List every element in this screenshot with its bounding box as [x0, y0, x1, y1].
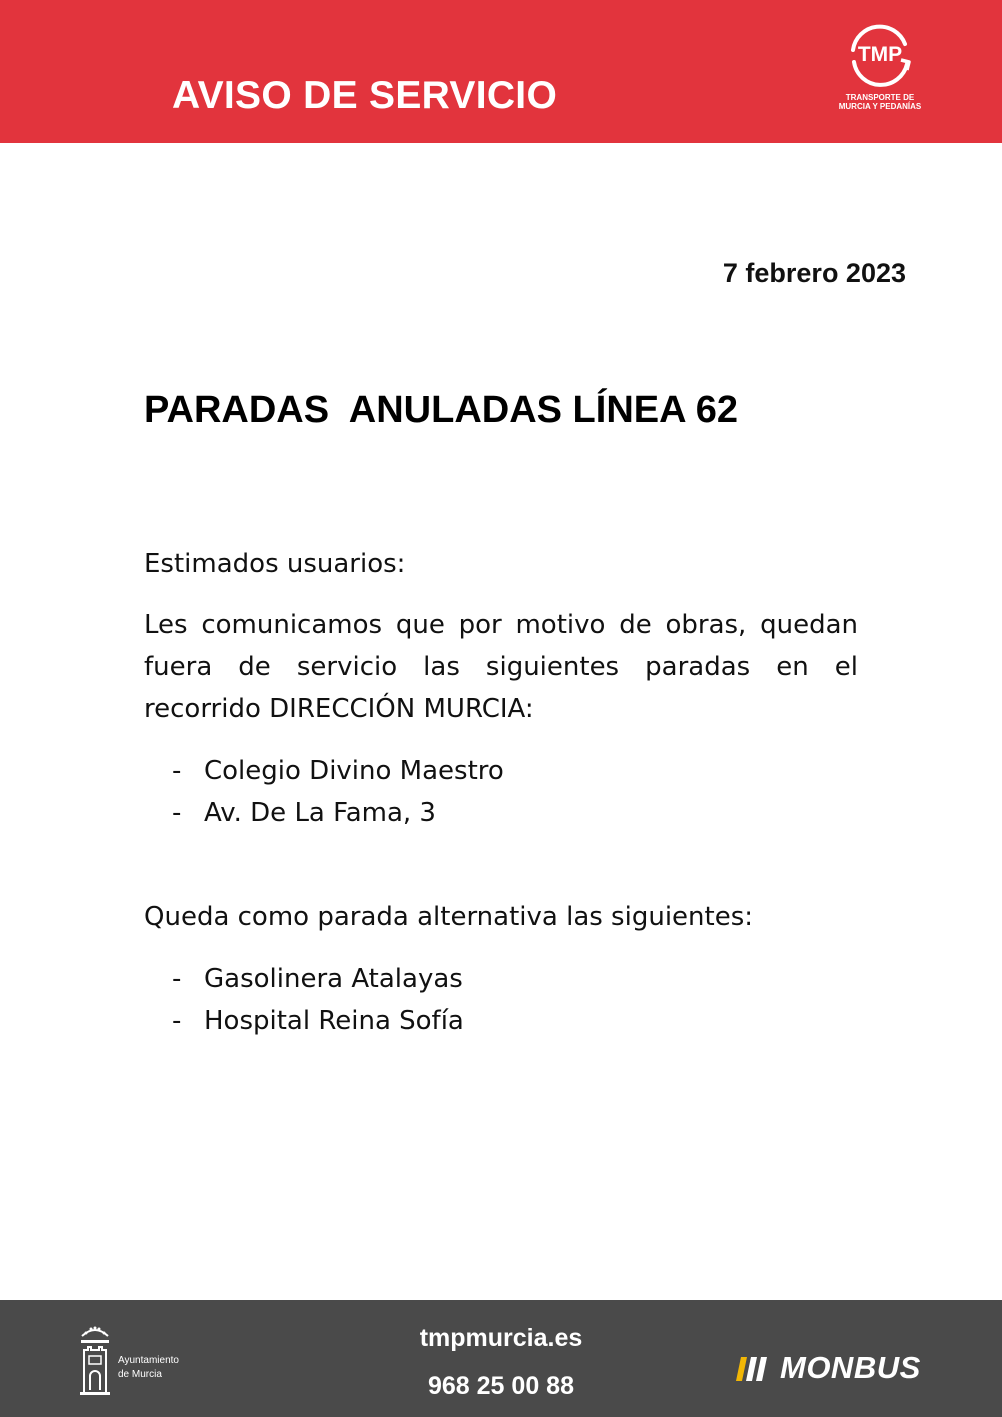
- alternative-stop: Gasolinera Atalayas: [204, 964, 463, 994]
- bullet-dash: -: [172, 756, 182, 786]
- monbus-wordmark: MONBUS: [780, 1350, 921, 1385]
- list-item: [172, 750, 504, 792]
- alternative-stops-list: [172, 958, 464, 1042]
- monbus-logo: [736, 1352, 926, 1386]
- greeting: Estimados usuarios:: [144, 549, 406, 579]
- list-item: [172, 958, 464, 1000]
- tmp-logo-text: TMP: [857, 43, 903, 66]
- tmp-logo: [830, 24, 930, 114]
- notice-date: 7 febrero 2023: [722, 258, 906, 288]
- tmp-tagline-line-1: TRANSPORTE DE: [845, 93, 915, 102]
- bullet-dash: -: [172, 964, 182, 994]
- phone-number[interactable]: 968 25 00 88: [428, 1372, 574, 1400]
- footer-bar: [0, 1300, 1002, 1417]
- website-link[interactable]: tmpmurcia.es: [419, 1324, 583, 1352]
- alternative-intro: Queda como parada alternativa las siguientes:: [144, 902, 754, 932]
- cancelled-stop: Colegio Divino Maestro: [204, 756, 504, 786]
- ayuntamiento-line-2: de Murcia: [118, 1369, 162, 1380]
- notice-paragraph: Les comunicamos que por motivo de obras, quedan fuera de servicio las siguientes paradas en el recorrido DIRECCIÓN MURCIA:: [144, 610, 858, 724]
- list-item: [172, 792, 504, 834]
- notice-headline: PARADAS ANULADAS LÍNEA 62: [144, 389, 738, 431]
- cancelled-stops-list: [172, 750, 504, 834]
- header-title: AVISO DE SERVICIO: [172, 74, 558, 117]
- ayuntamiento-line-1: Ayuntamiento: [118, 1355, 179, 1366]
- bullet-dash: -: [172, 1006, 182, 1036]
- alternative-stop: Hospital Reina Sofía: [204, 1006, 464, 1036]
- cancelled-stop: Av. De La Fama, 3: [204, 798, 436, 828]
- tmp-logo-arc-icon: [845, 24, 915, 88]
- list-item: [172, 1000, 464, 1042]
- monbus-bars-icon: [736, 1357, 776, 1381]
- tmp-tagline-line-2: MURCIA Y PEDANÍAS: [838, 102, 922, 111]
- tmp-tagline: [830, 93, 930, 111]
- bullet-dash: -: [172, 798, 182, 828]
- header-banner: [0, 0, 1002, 143]
